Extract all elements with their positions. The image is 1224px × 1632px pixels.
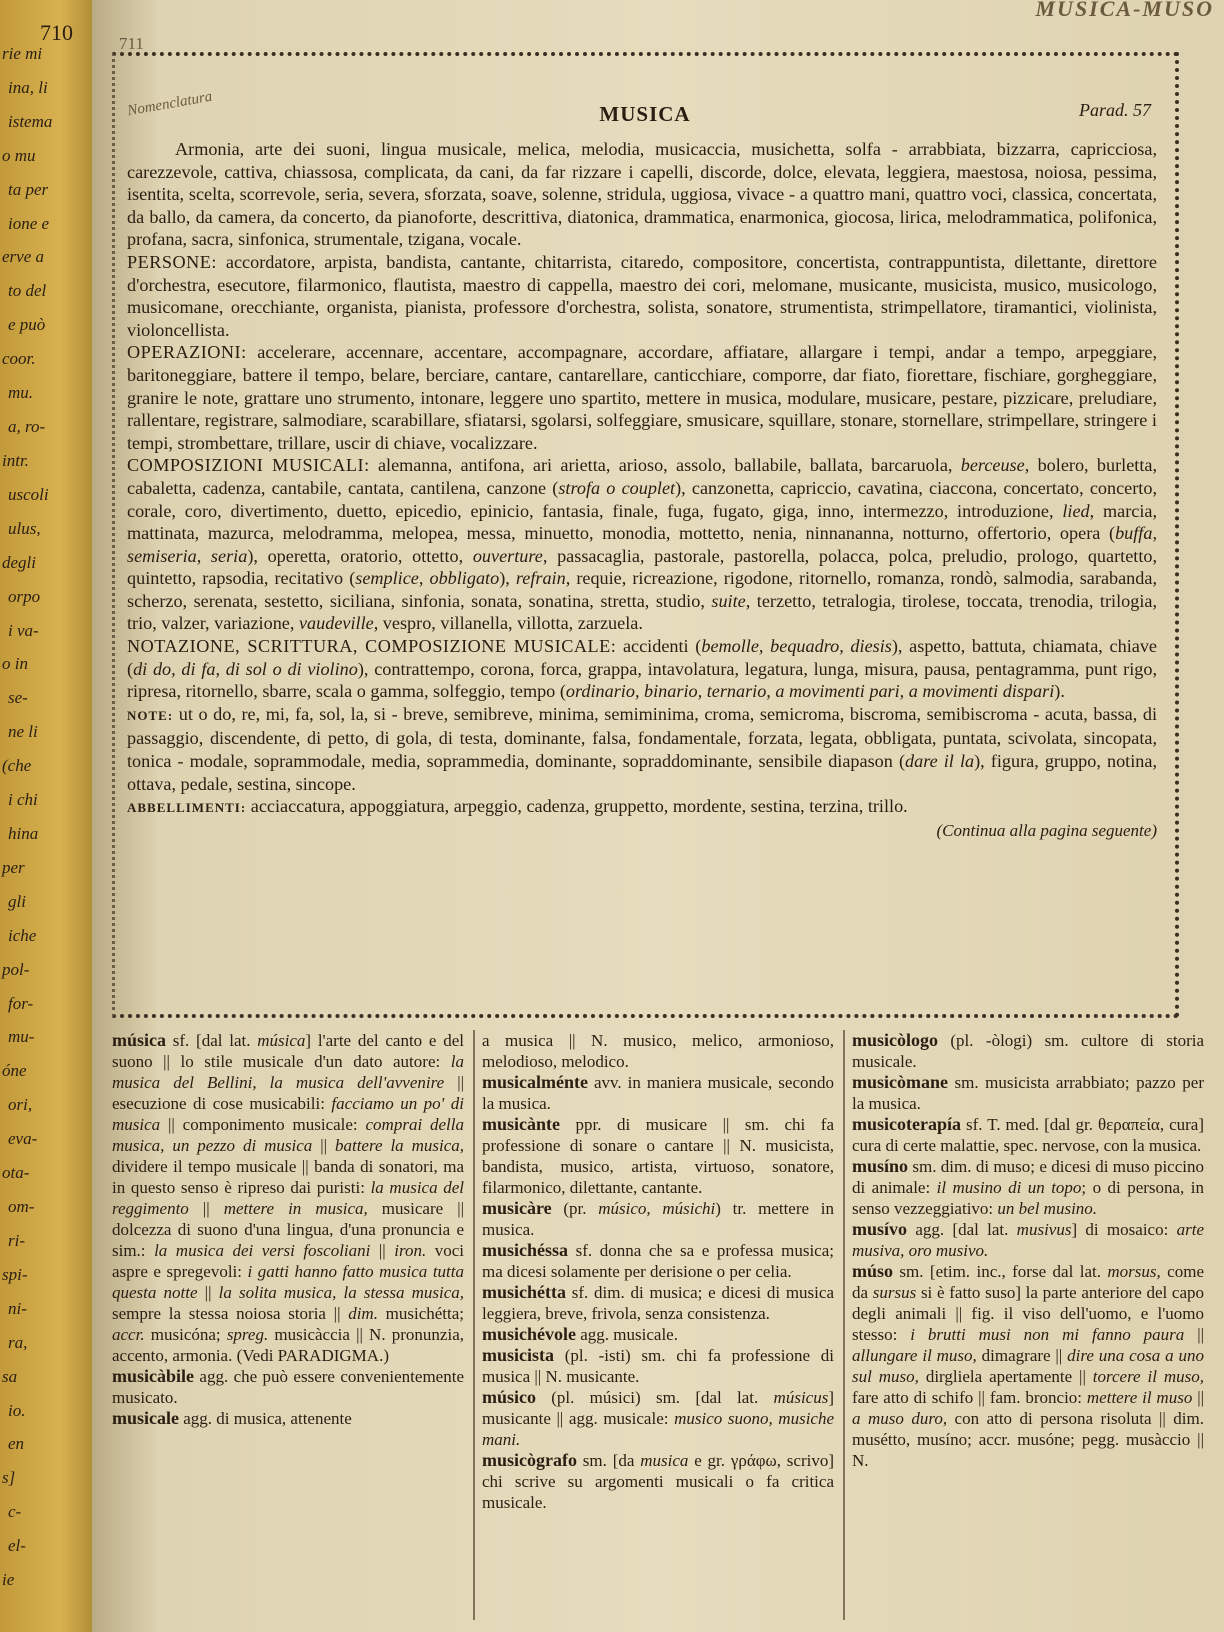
italic-run: il musino di un topo [936,1178,1082,1197]
note-paragraph [127,703,1157,795]
box-header [115,78,1175,126]
italic-run: refrain [515,568,566,589]
text-run: musicóna; [144,1325,227,1344]
left-page-fragment: ne li [8,722,38,742]
category-label: OPERAZIONI: [127,342,247,363]
continued-note: (Continua alla pagina seguente) [936,820,1157,840]
italic-run: i gatti hanno fatto musica tutta questa notte [112,1262,464,1302]
italic-run: spreg. [226,1325,269,1344]
text-run: ), contrattempo, corona, forca, grappa, intavolatura, legatura, lunga, misura, pausa, pentagramma, punt rigo, ripresa, ritornello, sbarre, scala o gamma, solfeggio, tempo ( [127,658,1157,702]
left-page-fragment: s] [2,1468,16,1488]
abbellimenti-paragraph [127,795,1157,820]
text-run: agg. di musica, attenente [179,1409,352,1428]
text-run: || esecuzione di cose musicabili: [112,1073,464,1113]
italic-run: accr. [112,1325,145,1344]
italic-run: a muso duro, [852,1409,948,1428]
text-run: || [197,1283,219,1302]
left-page-fragment: (che [2,756,32,776]
left-page-fragment: intr. [2,450,29,470]
italic-run: mettere il muso [1086,1388,1193,1407]
headword: musívo [852,1219,908,1239]
headword: musicàbile [112,1366,195,1386]
headword: múso [852,1261,894,1281]
text-run: agg. musicale. [576,1325,678,1344]
text-run: ] musicante || agg. musicale: [482,1388,834,1428]
text-run: ut o do, re, mi, fa, sol, la, si - breve, semibreve, minima, semiminima, croma, semicroma, biscroma, semibiscroma - acuta, bassa, di passaggio, discendente, di petto, di gola, di testa, dominante, falsa, fondamentale, forzata, legata, obbligata, puntata, scivolata, sincopata, tonica - modale, soprammodale, media, soprammedia, dominante, sopraddominante, sensibile diapason ( [127,703,1157,772]
italic-run: la musica dei versi foscoliani [154,1241,371,1260]
left-page-fragment: e può [8,315,46,335]
headword: musichéssa [482,1240,569,1260]
italic-run: sursus [872,1283,917,1302]
left-page-fragment: a, ro- [8,417,46,437]
headword: musichévole [482,1324,576,1344]
category-text: accelerare, accennare, accentare, accompagnare, accordare, affiatare, allargare i tempi, andar a tempo, arpeggiare, baritoneggiare, battere il tempo, belare, berciare, cantare, cantarellare, canticchiare, comporre, dar fiato, fiorettare, fischiare, gorgheggiare, granire le note, grattare uno strumento, intonare, leggere uno spartito, mettere in musica, modulare, musicare, pestare, pizzicare, preludiare, rallentare, registrare, salmodiare, scarabillare, sfiatarsi, sgolarsi, solfeggiare, smusicare, squillare, stonare, stornellare, strimpellare, stringere i tempi, strombettare, trillare, uscir di chiave, vocalizzare. [127,342,1157,453]
headword: musicista [482,1345,554,1365]
text-run: || componimento musicale: [160,1115,366,1134]
italic-run: i brutti musi non mi fanno paura [910,1325,1185,1344]
left-page-fragment: mu. [8,383,34,403]
section-label: Nomenclatura [126,88,214,120]
headword: musicògrafo [482,1450,577,1470]
entry-musino [852,1156,1204,1219]
text-run: agg. che può essere convenientemente musicato. [112,1367,464,1407]
italic-run: vaudeville [298,613,374,634]
dictionary-page [92,0,1224,1632]
headword: musicòmane [852,1072,948,1092]
left-page-fragment: o in [2,654,28,674]
text-run: voci aspre e spregevoli: [112,1241,464,1281]
italic-run: bemolle, bequadro, diesis [701,636,892,657]
italic-run: ordinario, binario, ternario, a movimenti pari, a movimenti dispari [565,681,1055,702]
left-page-fragment: ra, [8,1332,28,1352]
italic-run: musica [640,1451,689,1470]
left-page-fragment: coor. [2,349,36,369]
italic-run: di do, di fa, di sol o di violino [133,658,358,679]
italic-run: un bel musino. [997,1199,1098,1218]
italic-run: mettere in musica, [223,1199,368,1218]
italic-run: musico suono, musiche mani. [482,1409,835,1449]
text-run: agg. [dal lat. [907,1220,1017,1239]
entry-musichessa [482,1240,834,1282]
text-run: sf. donna che sa e professa musica; ma dicesi solamente per derisione o per celia. [482,1241,834,1281]
text-run: ), operetta, oratorio, ottetto, [247,545,473,566]
left-page-fragment: ta per [8,179,49,199]
box-page-number: 711 [119,34,144,53]
entry-musicologo [852,1030,1204,1072]
intro-paragraph: Armonia, arte dei suoni, lingua musicale, melica, melodia, musicaccia, musichetta, solfa - arrabbiata, bizzarra, capricciosa, carezzevole, cattiva, chiassosa, complicata, da cani, da far rizzare i capelli, discorde, dolce, elevata, leggiera, maestosa, noiosa, pessima, isentita, scelta, scorrevole, seria, severa, sforzata, soave, solenne, stridula, uggiosa, vivace - a quattro mani, quattro voci, classica, concertata, da ballo, da camera, da concerto, da pianoforte, descrittiva, diatonica, drammatica, enarmonica, giocosa, lirica, melodrammatica, polifonica, profana, sacra, sinfonica, strumentale, tzigana, vocale. [127,139,1157,250]
text-run: (pl. -isti) sm. chi fa professione di musica || N. musicante. [482,1346,834,1386]
entry-musichevole [482,1324,834,1345]
left-page-fragment: rie mi [2,44,43,63]
text-run: || [370,1241,395,1260]
left-page-fragment: i chi [8,790,38,810]
nomenclature-box [112,34,1179,1018]
text-run: || [312,1136,335,1155]
headword: músico [482,1387,536,1407]
column-1 [112,1030,464,1429]
left-page-fragment: ri- [8,1230,25,1250]
text-run: || [1192,1388,1205,1407]
entry-columns [112,1030,1206,1630]
italic-run: allungare il muso, [852,1346,977,1365]
italic-run: semplice, obbligato [355,568,500,589]
column-divider [473,1030,475,1620]
category-label: NOTAZIONE, SCRITTURA, COMPOSIZIONE MUSICALE: [127,636,617,657]
left-page-fragment: iche [8,925,37,945]
italic-run: berceuse [960,455,1025,476]
text-run: sm. [da [576,1451,641,1470]
italic-run: músico, músichi [598,1199,716,1218]
left-page-fragment: o mu [2,145,36,165]
text-run: con atto di persona risoluta || dim. musétto, musíno; accr. musóne; pegg. musàccio || N. [852,1409,1204,1470]
text-run: accidenti ( [622,636,702,657]
box-title: MUSICA [599,102,691,126]
left-page-fragment: erve a [2,247,45,267]
left-page-fragment: gli [8,891,26,911]
italic-run: musivus [1016,1220,1072,1239]
left-page-fragment: ie [2,1570,15,1590]
italic-run: dire una cosa a uno sul muso, [852,1346,1204,1386]
text-run: || [188,1199,224,1218]
left-page-fragment: pol- [2,959,30,979]
text-run: sm. [etim. inc., forse dal lat. [893,1262,1108,1281]
headword: musicoterapía [852,1114,961,1134]
entry-musicabile [112,1366,464,1408]
paradigm-ref: Parad. 57 [1079,100,1151,120]
box-body [127,138,1157,842]
headword: musicòlogo [852,1030,939,1050]
left-page-fragment: uscoli [8,484,49,504]
text-run: , terzetto, tetralogia, tirolese, toccata, trenodia, trilogia, trio, valzer, variazione, [127,590,1158,634]
left-page-fragment: en [8,1434,25,1454]
text-run: ; o di persona, in senso vezzeggiativo: [852,1178,1204,1218]
text-run: dividere il tempo musicale || banda di sonatori, ma in questo senso è ripreso dai puristi: [112,1157,464,1197]
text-run: come da [852,1262,1204,1302]
text-run: , passacaglia, pastorale, pastorella, polacca, polca, preludio, prologo, quartetto, quintetto, rapsodia, recitativo ( [127,545,1158,589]
text-run: sf. dim. di musica; e dicesi di musica leggiera, breve, frivola, senza consistenza. [482,1283,834,1323]
left-page-fragment: for- [8,993,34,1013]
text-run: ppr. di musicare || sm. chi fa professione di sonare o cantare || N. musicista, bandista, musico, artista, virtuoso, sonatore, filarmonico, dilettante, cantante. [482,1115,834,1197]
italic-run: músicus [773,1388,829,1407]
entry-musichetta [482,1282,834,1324]
italic-run: torcere il muso, [1092,1367,1205,1386]
headword: música [112,1030,166,1050]
entry-musicale [112,1408,464,1429]
text-run: ), figura, gruppo, notina, ottava, pedale, sestina, sincope. [127,751,1157,794]
category-label: COMPOSIZIONI MUSICALI: [127,455,370,476]
italic-run: facciamo un po' di musica [112,1094,464,1134]
left-page-fragment: degli [2,552,36,572]
italic-run: dare il la [905,751,975,772]
italic-run: la solita musica, la stessa musica, [218,1283,464,1302]
category-label: PERSONE: [127,251,217,272]
text-run: fare atto di schifo || fam. broncio: [852,1388,1087,1407]
left-page-fragment: eva- [8,1129,38,1149]
text-run: sm. dim. di muso; e dicesi di muso piccino di animale: [852,1157,1204,1197]
left-page-fragment: per [2,857,25,877]
left-page-fragment: ota- [2,1163,30,1183]
category-text: accordatore, arpista, bandista, cantante, chitarrista, citaredo, compositore, concertista, contrappuntista, dilettante, direttore d'orchestra, esecutore, filarmonico, flautista, maestro di cappella, maestro dei cori, melomane, musicante, musicista, musico, musicologo, musicomane, orecchiante, organista, pianista, professore d'orchestra, solista, sonatore, strumentista, strimpellatore, tiramantici, violinista, violoncellista. [127,251,1157,340]
text-run: ) tr. mettere in musica. [482,1199,835,1239]
left-page-fragment: se- [8,688,28,708]
text-run: (pr. [551,1199,599,1218]
text-run: (pl. -òlogi) sm. cultore di storia musicale. [852,1031,1204,1071]
text-run: ), aspetto, battuta, chiamata, chiave ( [127,636,1157,679]
text-run: sempre la stessa noiosa storia || [112,1304,349,1323]
headword: musicàre [482,1198,552,1218]
headword: musicànte [482,1114,560,1134]
left-page-fragment: to del [8,281,47,301]
left-page-fragment: spi- [2,1264,28,1284]
italic-run: lied [1062,500,1090,521]
operazioni-paragraph [127,341,1157,454]
left-page-fragment: ulus, [8,518,41,538]
text-run: (pl. músici) sm. [dal lat. [536,1388,774,1407]
text-run: avv. in maniera musicale, secondo la musica. [482,1073,834,1113]
left-page-fragment: om- [8,1197,35,1217]
text-run: dimagrare || [976,1346,1068,1365]
entry-muso [852,1261,1204,1471]
entry-musicare [482,1198,834,1240]
text-run: ), [499,568,516,589]
entry-musicante [482,1114,834,1198]
entry-musicomane [852,1072,1204,1114]
entry-musicoterapia [852,1114,1204,1156]
text-run: ] l'arte del canto e del suono || lo stile musicale d'un dato autore: [112,1031,465,1071]
entry-musicalmente [482,1072,834,1114]
italic-run: la musica del Bellini, la musica dell'avvenire [112,1052,464,1092]
text-run: , requie, ricreazione, rigodone, ritornello, romanza, rondò, salmodia, sarabanda, scherzo, serenata, sestetto, siciliana, sinfonia, sonata, sonatina, stretta, studio, [127,568,1157,611]
left-page-fragment: io. [8,1400,26,1420]
text-run: acciaccatura, appoggiatura, arpeggio, cadenza, gruppetto, mordente, sestina, terzina, trillo. [250,796,908,817]
italic-run: comprai della musica, un pezzo di musica [112,1115,464,1155]
text-run: , marcia, mattinata, mazurca, melodramma, melopea, messa, minuetto, monodia, mottetto, nenia, ninnananna, notturno, offertorio, opera ( [127,500,1157,544]
italic-run: arte musiva, oro musivo. [852,1220,1204,1260]
left-page-fragment: ni- [8,1298,27,1318]
text-run: musicàccia || N. pronunzia, accento, armonia. (Vedi PARADIGMA.) [112,1325,464,1365]
italic-run: morsus, [1107,1262,1161,1281]
text-run: e gr. γράφω, scrivo] chi scrive su argomenti musicali o fa critica musicale. [482,1451,835,1512]
left-page-fragment: orpo [8,586,41,606]
text-run: sf. T. med. [dal gr. θεραπεία, cura] cura di certe malattie, spec. nervose, con la musica. [852,1115,1204,1155]
column-3 [852,1030,1204,1471]
italic-run: buffa, semiseria, seria [127,523,1157,566]
persone-paragraph [127,251,1157,341]
entry-musicografo [482,1450,834,1513]
left-page-fragment: mu- [8,1027,35,1047]
left-page-fragment: hina [8,824,39,843]
category-label: NOTE: [127,707,174,723]
text-run: sm. musicista arrabbiato; pazzo per la musica. [852,1073,1204,1113]
left-page-fragment: istema [8,111,53,131]
text-run: musicare || dolcezza di suono d'una lingua, d'una pronuncia e sim.: [112,1199,465,1260]
left-page-fragment: ina, li [8,77,48,97]
left-page-fragment: ori, [8,1095,33,1115]
italic-run: música [257,1031,306,1050]
left-page-fragment: el- [8,1536,26,1556]
entry-musicista [482,1345,834,1387]
headword: musíno [852,1156,909,1176]
text-run: dirgliela apertamente || [918,1367,1093,1386]
text-run: alemanna, antifona, ari arietta, arioso, assolo, ballabile, ballata, barcaruola, [377,455,961,476]
text-run: sf. [dal lat. [166,1031,258,1050]
italic-run: dim. [348,1304,378,1323]
running-head: MUSICA-MUSO [1035,0,1214,21]
italic-run: la musica del reggimento [112,1178,464,1218]
left-page-fragment: óne [2,1061,27,1081]
headword: musicale [112,1408,179,1428]
entry-musico [482,1387,834,1450]
notazione-paragraph [127,635,1157,703]
text-run: || [1184,1325,1204,1344]
text-run: musichétta; [377,1304,465,1323]
left-page-fragment: ione e [8,213,50,233]
category-label: ABBELLIMENTI: [127,800,247,816]
left-page-number: 710 [40,20,73,45]
italic-run: battere la musica, [334,1136,465,1155]
left-page-fragment: i va- [8,620,39,640]
text-run: , vespro, villanella, villotta, zarzuela. [373,613,643,634]
headword: musichétta [482,1282,566,1302]
text-run: ), canzonetta, capriccio, cavatina, ciaccona, concertato, concerto, corale, coro, divertimento, duetto, epicedio, epinicio, fantasia, finale, fuga, fugato, giga, inno, intermezzo, introduzione, [127,477,1157,521]
entry-continuation: a musica || N. musico, melico, armonioso, melodioso, melodico. [482,1031,834,1071]
column-divider [843,1030,845,1620]
italic-run: iron. [394,1241,427,1260]
entry-musica [112,1030,464,1366]
italic-run: ouverture [472,545,543,566]
text-run: si è fatto suso] la parte anteriore del capo degli animali || fig. il viso dell'uomo, e l'uomo stesso: [852,1283,1205,1344]
italic-run: suite [711,590,746,611]
text-run: ] di mosaico: [1071,1220,1177,1239]
text-run: ). [1054,681,1065,702]
text-run: , bolero, burletta, cabaletta, cadenza, cantabile, cantata, cantilena, canzone ( [127,455,1157,498]
italic-run: strofa o couplet [558,477,676,498]
entry-musivo [852,1219,1204,1261]
left-page-fragment: sa [2,1366,18,1386]
column-2 [482,1030,834,1513]
headword: musicalménte [482,1072,588,1092]
left-page-fragment: c- [8,1502,22,1522]
composizioni-paragraph [127,454,1157,635]
